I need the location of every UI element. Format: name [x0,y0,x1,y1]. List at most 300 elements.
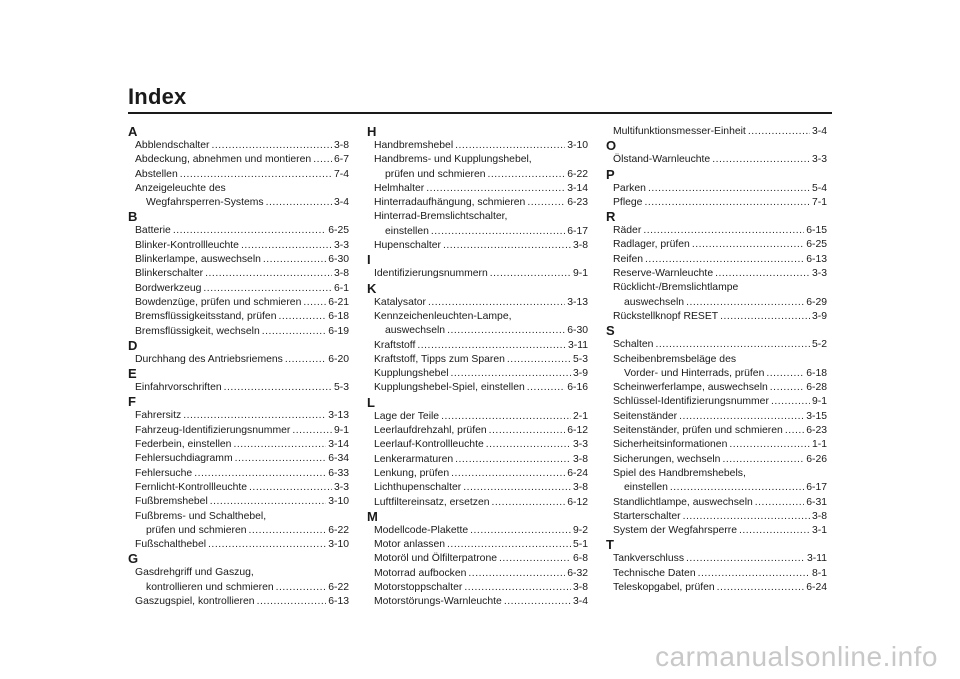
index-entry-page: 3-8 [572,240,588,252]
dot-leader [173,224,326,238]
dot-leader [490,267,571,281]
index-entry-term: Modellcode-Plakette [374,524,469,536]
index-entry-term: Sicherheitsinformationen [613,439,728,451]
index-entry-term: Hinterradaufhängung, schmieren [374,197,526,209]
dot-leader [468,567,565,581]
index-letter-heading: G [128,551,139,567]
index-entry-page: 3-13 [567,296,588,308]
index-entry-page: 6-17 [806,482,827,494]
index-entry-term: Lenkung, prüfen [374,467,450,479]
index-entry-heading: Anzeigeleuchte des [135,182,226,194]
index-entry-term: Motoröl und Ölfilterpatrone [374,553,498,565]
index-entry-page: 3-10 [328,496,349,508]
index-entry-term: Pflege [613,196,643,208]
index-entry-page: 3-8 [333,140,349,151]
index-entry [367,538,588,552]
index-entry [606,567,827,581]
index-entry-page: 3-11 [806,553,827,565]
index-entry-term: Federbein, einstellen [135,439,232,451]
index-entry-term: Lichthupenschalter [374,482,462,494]
index-entry-term: Standlichtlampe, auswechseln [613,496,753,508]
index-entry [128,353,349,367]
index-entry-term: Abblendschalter [135,140,210,151]
index-entry [367,467,588,481]
index-entry-page: 6-22 [328,524,349,536]
index-entry [367,496,588,510]
index-entry-term: Rückstellknopf RESET [613,310,719,322]
dot-leader [729,438,810,452]
page-title: Index [128,84,187,109]
index-entry-page: 6-23 [567,197,588,209]
index-entry-page: 3-14 [567,182,588,194]
dot-leader [257,595,327,609]
index-entry-page: 6-8 [572,553,588,565]
index-entry-page: 9-1 [572,268,588,280]
dot-leader [249,481,332,495]
dot-leader [692,238,804,252]
index-entry-heading: Hinterrad-Bremslichtschalter, [374,211,508,223]
index-entry-term: Bremsflüssigkeitsstand, prüfen [135,311,277,323]
index-entry [128,282,349,296]
dot-leader [464,581,571,595]
index-entry-page: 6-23 [806,425,827,437]
index-entry-term: Lage der Teile [374,410,440,422]
dot-leader [712,153,810,167]
watermark: carmanualsonline.info [655,641,938,672]
index-entry [367,567,588,581]
index-entry-page: 3-14 [328,439,349,451]
dot-leader [686,296,804,310]
index-letter-heading: O [606,138,617,154]
index-entry [367,438,588,452]
dot-leader [748,125,810,139]
index-entry-page: 3-8 [811,510,827,522]
index-entry-page: 3-13 [328,410,349,422]
index-entry [606,581,827,595]
index-entry [606,253,827,267]
index-entry-page: 6-22 [328,581,349,593]
dot-leader [313,153,332,167]
index-entry-term: Kupplungshebel [374,368,449,380]
index-entry [606,552,827,566]
index-entry [606,310,827,324]
index-entry [367,196,588,210]
index-entry-term: Blinker-Kontrollleuchte [135,239,239,251]
index-entry-page: 6-31 [806,496,827,508]
index-entry [367,239,588,253]
index-entry-term: Blinkerschalter [135,268,204,280]
index-entry [606,496,827,510]
title-rule [128,112,832,114]
dot-leader [417,339,566,353]
index-entry-term: Fußbremshebel [135,496,208,508]
index-entry-term: System der Wegfahrsperre [613,525,737,537]
dot-leader [648,182,810,196]
index-entry-term: Fernlicht-Kontrollleuchte [135,481,248,493]
index-entry [128,381,349,395]
index-entry [128,153,349,167]
index-entry [606,238,827,252]
index-entry-term: Tankverschluss [613,553,685,565]
index-entry-page: 6-21 [328,296,349,308]
index-entry-term: einstellen [624,482,668,494]
index-entry [128,139,349,153]
index-entry-page: 3-3 [572,439,588,451]
index-entry-page: 3-9 [811,310,827,322]
index-entry [606,224,827,238]
dot-leader [285,353,326,367]
index-entry-term: Abdeckung, abnehmen und montieren [135,154,312,166]
index-entry-term: Identifizierungsnummern [374,268,488,280]
dot-leader [431,225,565,239]
index-entry-page: 6-1 [333,282,349,294]
index-entry [128,524,349,538]
dot-leader [717,581,805,595]
index-entry [367,595,588,609]
dot-leader [755,496,804,510]
index-column-3 [606,125,827,595]
index-entry-term: Teleskopgabel, prüfen [613,582,715,594]
index-entry-page: 8-1 [811,567,827,579]
index-entry-heading: Gasdrehgriff und Gaszug, [135,567,254,579]
dot-leader [443,239,571,253]
index-entry-page: 6-7 [333,154,349,166]
dot-leader [263,253,326,267]
index-entry-page: 3-10 [328,539,349,551]
index-entry-page: 6-18 [806,367,827,379]
index-entry [128,196,349,210]
dot-leader [489,424,566,438]
index-entry-term: Radlager, prüfen [613,239,690,251]
index-entry-page: 3-10 [567,140,588,151]
index-entry-term: Sicherungen, wechseln [613,453,721,465]
index-entry-page: 6-20 [328,353,349,365]
index-entry [367,481,588,495]
index-entry-page: 3-3 [811,268,827,280]
index-entry-page: 6-22 [567,168,588,180]
index-entry [128,310,349,324]
index-entry [128,239,349,253]
index-entry [367,353,588,367]
dot-leader [279,310,327,324]
index-entry-page: 7-4 [333,168,349,180]
index-entry [606,267,827,281]
dot-leader [210,495,326,509]
index-entry-term: auswechseln [385,325,446,337]
index-entry-term: Lenkerarmaturen [374,453,454,465]
index-letter-heading: I [367,252,371,268]
index-entry-page: 9-2 [572,524,588,536]
index-letter-heading: S [606,323,615,339]
index-entry [128,595,349,609]
index-entry-page: 6-17 [567,225,588,237]
index-entry [128,481,349,495]
index-entry [606,296,827,310]
index-entry [128,253,349,267]
dot-leader [249,524,327,538]
index-entry-term: Reserve-Warnleuchte [613,268,714,280]
index-entry [367,453,588,467]
index-entry-page: 6-30 [328,254,349,266]
index-entry-term: Fahrersitz [135,410,182,422]
index-entry [606,153,827,167]
dot-leader [303,296,326,310]
index-entry-term: auswechseln [624,296,685,308]
index-entry-page: 5-1 [572,539,588,551]
index-entry [367,424,588,438]
index-entry [367,168,588,182]
index-entry-term: Fußschalthebel [135,539,207,551]
dot-leader [235,452,327,466]
index-entry-term: Reifen [613,253,644,265]
index-letter-heading: R [606,209,616,225]
index-entry [367,410,588,424]
index-entry [128,495,349,509]
index-entry [606,125,827,139]
index-entry-page: 6-12 [567,496,588,508]
index-entry-term: Leerlauf-Kontrollleuchte [374,439,484,451]
index-entry-heading: Kennzeichenleuchten-Lampe, [374,310,512,322]
index-entry [128,538,349,552]
index-entry-page: 6-13 [328,596,349,608]
index-entry [128,452,349,466]
index-entry-page: 3-3 [333,239,349,251]
index-entry-page: 6-29 [806,296,827,308]
index-entry [128,168,349,182]
index-entry-page: 6-25 [806,239,827,251]
index-entry-page: 5-2 [811,339,827,351]
index-entry-term: Motorstörungs-Warnleuchte [374,596,502,608]
index-letter-heading: M [367,508,378,524]
dot-leader [203,282,332,296]
index-entry-page: 6-18 [328,311,349,323]
index-entry-page: 3-8 [572,582,588,594]
dot-leader [527,381,565,395]
index-entry-page: 3-8 [572,453,588,465]
index-entry-page: 3-4 [333,197,349,209]
index-entry [367,552,588,566]
index-entry-page: 6-25 [328,225,349,237]
index-entry-term: Batterie [135,225,171,237]
index-letter-heading: D [128,337,138,353]
index-entry-term: Schalten [613,339,654,351]
index-entry [128,424,349,438]
dot-leader [670,481,804,495]
index-entry-page: 6-34 [328,453,349,465]
index-entry-term: Seitenständer, prüfen und schmieren [613,425,783,437]
index-entry [606,524,827,538]
index-entry-term: Katalysator [374,296,426,308]
index-entry [367,339,588,353]
index-entry-page: 3-11 [567,339,588,351]
index-entry [606,381,827,395]
index-letter-heading: P [606,166,615,182]
index-column-1 [128,125,349,609]
index-entry-term: Luftfiltereinsatz, ersetzen [374,496,490,508]
index-entry-term: Räder [613,225,642,237]
index-entry-page: 6-16 [567,382,588,394]
index-entry-page: 5-3 [333,382,349,394]
dot-leader [451,367,571,381]
index-entry-page: 3-3 [333,481,349,493]
index-entry-page: 6-26 [806,453,827,465]
dot-leader [504,595,571,609]
dot-leader [208,538,326,552]
index-entry-term: Kraftstoff [374,339,416,351]
index-entry-page: 3-9 [572,368,588,380]
dot-leader [241,239,332,253]
index-entry-term: Durchhang des Antriebsriemens [135,353,283,365]
index-entry [128,581,349,595]
index-letter-heading: E [128,366,137,382]
dot-leader [720,310,810,324]
index-entry-page: 6-30 [567,325,588,337]
index-entry-heading: Rücklicht-/Bremslichtlampe [613,282,739,294]
dot-leader [739,524,810,538]
dot-leader [499,552,571,566]
index-entry-term: Bowdenzüge, prüfen und schmieren [135,296,302,308]
dot-leader [441,410,571,424]
index-entry-page: 7-1 [811,196,827,208]
dot-leader [463,481,571,495]
index-entry-term: Motorstoppschalter [374,582,463,594]
index-entry [606,510,827,524]
index-entry-term: kontrollieren und schmieren [146,581,274,593]
index-entry-page: 3-3 [811,154,827,166]
index-entry-term: Scheinwerferlampe, auswechseln [613,382,768,394]
index-entry-term: Motorrad aufbocken [374,567,467,579]
index-entry-page: 6-13 [806,253,827,265]
index-entry-term: Einfahrvorschriften [135,382,222,394]
index-entry-page: 3-1 [811,525,827,537]
index-entry [367,267,588,281]
index-entry-term: Handbremshebel [374,140,454,151]
index-letter-heading: H [367,124,377,139]
index-letter-heading: L [367,394,375,410]
dot-leader [262,325,326,339]
dot-leader [180,168,332,182]
index-entry-page: 3-4 [811,126,827,137]
index-entry [606,196,827,210]
index-entry-term: Schlüssel-Identifizierungsnummer [613,396,769,408]
index-entry-term: prüfen und schmieren [385,168,486,180]
index-entry-page: 5-3 [572,353,588,365]
index-entry [128,296,349,310]
index-entry-term: Starterschalter [613,510,681,522]
index-entry-page: 6-28 [806,382,827,394]
index-entry [606,367,827,381]
index-entry-page: 6-24 [806,582,827,594]
index-entry-term: Bordwerkzeug [135,282,202,294]
dot-leader [292,424,332,438]
dot-leader [770,381,804,395]
index-entry [367,182,588,196]
dot-leader [645,253,804,267]
index-entry [367,225,588,239]
index-entry-term: Vorder- und Hinterrads, prüfen [624,367,765,379]
index-entry [606,338,827,352]
index-entry [367,367,588,381]
index-entry-heading: Handbrems- und Kupplungshebel, [374,154,532,166]
dot-leader [447,538,571,552]
index-entry-term: Fehlersuchdiagramm [135,453,233,465]
index-entry-term: Kupplungshebel-Spiel, einstellen [374,382,525,394]
index-entry-page: 6-15 [806,225,827,237]
index-entry [128,409,349,423]
index-letter-heading: T [606,537,614,553]
index-entry [606,438,827,452]
index-entry [606,424,827,438]
index-entry-term: Abstellen [135,168,178,180]
dot-leader [455,453,571,467]
dot-leader [771,395,810,409]
index-letter-heading: B [128,209,138,225]
index-entry [367,381,588,395]
index-entry [128,267,349,281]
dot-leader [183,409,326,423]
index-entry-term: Seitenständer [613,410,678,422]
index-letter-heading: K [367,280,377,296]
index-entry-page: 2-1 [572,410,588,422]
index-entry-term: Technische Daten [613,567,696,579]
dot-leader [488,168,566,182]
dot-leader [470,524,571,538]
dot-leader [205,267,332,281]
index-entry [367,581,588,595]
dot-leader [655,338,810,352]
index-entry [367,139,588,153]
index-entry-term: Helmhalter [374,182,425,194]
dot-leader [715,267,810,281]
index-entry [128,325,349,339]
index-entry-page: 6-33 [328,467,349,479]
dot-leader [276,581,327,595]
index-entry [606,453,827,467]
index-entry [367,324,588,338]
index-letter-heading: F [128,394,136,410]
dot-leader [686,552,805,566]
index-column-2 [367,125,588,610]
index-entry-page: 6-24 [567,467,588,479]
index-entry-page: 5-4 [811,182,827,194]
index-entry-page: 1-1 [811,439,827,451]
dot-leader [785,424,804,438]
index-entry-page: 6-12 [567,425,588,437]
index-entry-page: 9-1 [811,396,827,408]
index-entry-term: Gaszugspiel, kontrollieren [135,596,255,608]
index-entry [128,438,349,452]
index-entry-term: Blinkerlampe, auswechseln [135,254,261,266]
dot-leader [455,139,565,153]
dot-leader [194,467,326,481]
dot-leader [698,567,810,581]
dot-leader [507,353,571,367]
index-entry-term: Kraftstoff, Tipps zum Sparen [374,353,505,365]
index-entry-term: Fahrzeug-Identifizierungsnummer [135,424,291,436]
index-entry-page: 3-15 [806,410,827,422]
dot-leader [426,182,565,196]
index-entry-heading: Fußbrems- und Schalthebel, [135,510,267,522]
index-entry-term: Motor anlassen [374,539,446,551]
dot-leader [486,438,571,452]
dot-leader [683,510,810,524]
dot-leader [722,453,804,467]
index-entry-page: 3-4 [572,596,588,608]
index-entry-page: 6-19 [328,325,349,337]
dot-leader [212,139,332,153]
index-entry [128,467,349,481]
index-entry-page: 3-8 [333,268,349,280]
